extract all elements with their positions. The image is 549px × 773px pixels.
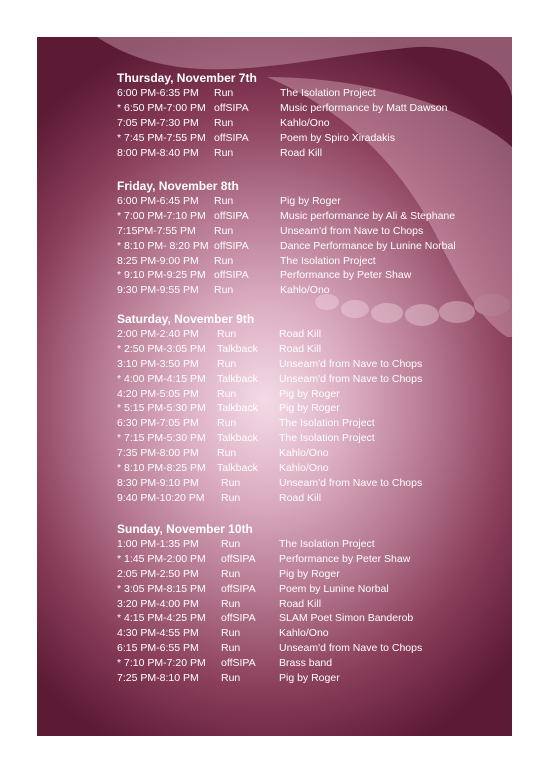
show: Unseam'd from Nave to Chops [280,224,424,237]
show: The Isolation Project [279,538,375,550]
schedule-row [117,224,512,239]
type: Run [221,627,241,640]
show: The Isolation Project [279,417,375,430]
time: 4:20 PM-5:05 PM [117,387,199,400]
time: 6:15 PM-6:55 PM [117,642,199,655]
show: Unseam'd from Nave to Chops [279,357,423,370]
schedule-row [117,254,512,269]
type: Run [221,567,241,580]
type: Talkback [217,462,258,475]
time: * 3:05 PM-8:15 PM [117,582,206,595]
schedule-row [117,101,512,116]
time: * 6:50 PM-7:00 PM [117,101,206,114]
schedule-row [117,656,512,671]
type: Talkback [217,372,258,385]
day-section-friday [117,179,512,298]
time: 8:25 PM-9:00 PM [117,254,199,267]
time: 1:00 PM-1:35 PM [117,538,199,550]
type: Run [214,254,234,267]
show: Kahlo/Ono [279,627,329,640]
day-title: Thursday, November 7th [117,71,257,85]
show: Music performance by Ali & Stephane [280,209,456,222]
type: offSIPA [214,239,249,252]
schedule-row [117,552,512,567]
show: Performance by Peter Shaw [280,269,412,282]
type: Run [214,87,234,99]
show: Dance Performance by Lunine Norbal [280,239,456,252]
type: Run [217,387,237,400]
type: Run [221,672,241,685]
show: Unseam'd from Nave to Chops [279,476,423,489]
type: Run [214,284,234,297]
show: Pig by Roger [279,672,340,685]
time: * 4:00 PM-4:15 PM [117,372,206,385]
time: 6:00 PM-6:35 PM [117,87,199,99]
schedule-row [117,567,512,582]
show: Pig by Roger [279,387,340,400]
schedule-row [117,431,512,446]
schedule-row [117,194,512,209]
type: Run [217,357,237,370]
schedule-row [117,86,512,101]
show: Pig by Roger [279,402,340,415]
show: The Isolation Project [279,432,375,445]
time: * 1:45 PM-2:00 PM [117,552,206,565]
time: * 7:00 PM-7:10 PM [117,209,206,222]
schedule-row [117,146,512,161]
schedule-row [117,268,512,283]
show: Music performance by Matt Dawson [280,101,448,114]
type: offSIPA [214,269,249,282]
show: Pig by Roger [280,195,341,207]
time: * 8:10 PM-8:25 PM [117,462,206,475]
show: SLAM Poet Simon Banderob [279,612,414,625]
schedule-row [117,342,512,357]
show: Unseam'd from Nave to Chops [279,642,423,655]
show: Pig by Roger [279,567,340,580]
schedule-row [117,131,512,146]
type: offSIPA [221,657,256,670]
time: 4:30 PM-4:55 PM [117,627,199,640]
schedule-row [117,401,512,416]
schedule-row [117,446,512,461]
time: 2:05 PM-2:50 PM [117,567,199,580]
type: Run [217,328,237,340]
time: 9:40 PM-10:20 PM [117,491,205,504]
time: * 9:10 PM-9:25 PM [117,269,206,282]
day-section-sunday [117,522,512,686]
schedule-row [117,116,512,131]
time: 7:15PM-7:55 PM [117,224,196,237]
time: * 7:10 PM-7:20 PM [117,657,206,670]
day-section-thursday [117,71,512,160]
schedule-row [117,611,512,626]
time: 2:00 PM-2:40 PM [117,328,199,340]
type: Run [217,417,237,430]
time: * 5:15 PM-5:30 PM [117,402,206,415]
show: Kahlo/Ono [280,116,330,129]
time: * 7:45 PM-7:55 PM [117,131,206,144]
schedule-row [117,641,512,656]
schedule-row [117,626,512,641]
type: Run [221,491,241,504]
schedule-poster [37,37,512,736]
day-title: Friday, November 8th [117,179,239,193]
type: offSIPA [214,101,249,114]
show: Road Kill [280,146,323,159]
schedule-row [117,283,512,298]
schedule-row [117,327,512,342]
type: offSIPA [221,612,256,625]
time: * 8:10 PM- 8:20 PM [117,239,209,252]
schedule-row [117,387,512,402]
show: Road Kill [279,597,322,610]
time: * 2:50 PM-3:05 PM [117,342,206,355]
schedule-row [117,597,512,612]
show: Poem by Spiro Xiradakis [280,131,395,144]
time: * 4:15 PM-4:25 PM [117,612,206,625]
type: Run [214,146,234,159]
type: offSIPA [221,552,256,565]
schedule-row [117,491,512,506]
type: Run [214,224,234,237]
type: Talkback [217,432,258,445]
time: 9:30 PM-9:55 PM [117,284,199,297]
time: 7:35 PM-8:00 PM [117,447,199,460]
schedule-row [117,372,512,387]
schedule-row [117,582,512,597]
type: Run [221,597,241,610]
time: 8:30 PM-9:10 PM [117,476,199,489]
day-section-saturday [117,312,512,506]
type: Run [221,538,241,550]
schedule-row [117,357,512,372]
type: Run [221,642,241,655]
type: Run [214,116,234,129]
type: Run [221,476,241,489]
type: offSIPA [214,131,249,144]
show: Poem by Lunine Norbal [279,582,389,595]
show: Road Kill [279,328,322,340]
time: 7:05 PM-7:30 PM [117,116,199,129]
show: Kahlo/Ono [279,462,329,475]
time: 3:20 PM-4:00 PM [117,597,199,610]
day-title: Saturday, November 9th [117,312,255,326]
type: offSIPA [221,582,256,595]
time: 7:25 PM-8:10 PM [117,672,199,685]
schedule-row [117,537,512,552]
show: Kahlo/Ono [280,284,330,297]
schedule-row [117,671,512,686]
schedule-row [117,209,512,224]
time: 3:10 PM-3:50 PM [117,357,199,370]
show: Road Kill [279,342,322,355]
type: Talkback [217,342,258,355]
show: The Isolation Project [280,254,376,267]
type: offSIPA [214,209,249,222]
schedule-row [117,239,512,254]
show: Kahlo/Ono [279,447,329,460]
time: 6:30 PM-7:05 PM [117,417,199,430]
show: Unseam'd from Nave to Chops [279,372,423,385]
time: 8:00 PM-8:40 PM [117,146,199,159]
schedule-row [117,461,512,476]
day-title: Sunday, November 10th [117,522,253,536]
type: Run [217,447,237,460]
show: Performance by Peter Shaw [279,552,411,565]
schedule-row [117,476,512,491]
show: Road Kill [279,491,322,504]
show: The Isolation Project [280,87,376,99]
type: Talkback [217,402,258,415]
schedule-row [117,416,512,431]
type: Run [214,195,234,207]
time: * 7:15 PM-5:30 PM [117,432,206,445]
show: Brass band [279,657,333,670]
time: 6:00 PM-6:45 PM [117,195,199,207]
